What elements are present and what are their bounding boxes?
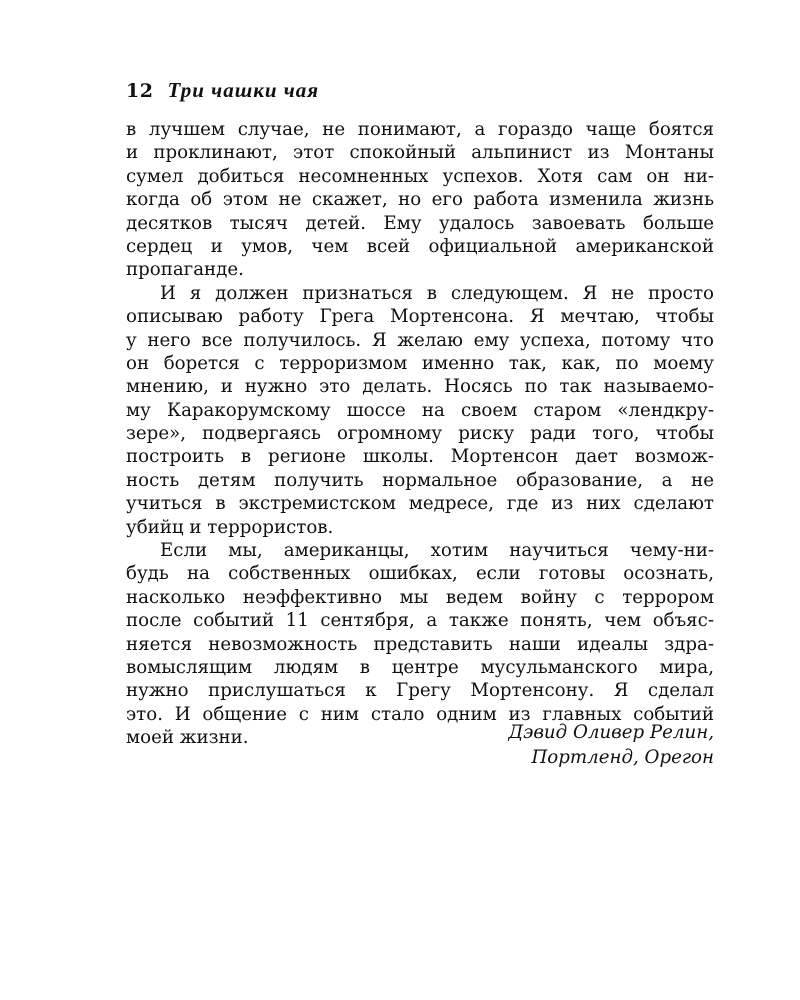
text-line: му Каракорумскому шоссе на своем старом «лендкру-	[126, 399, 714, 421]
text-line: вомыслящим людям в центре мусульманского мира,	[126, 656, 714, 678]
paragraph	[126, 118, 714, 282]
text-line: сердец и умов, чем всей официальной американской	[126, 235, 714, 257]
text-line: после событий 11 сентября, а также понять, чем объяс-	[126, 610, 714, 632]
text-line: сумел добиться несомненных успехов. Хотя сам он ни-	[126, 165, 714, 187]
text-line: когда об этом не скажет, но его работа изменила жизнь	[126, 189, 714, 211]
text-line: моей жизни.	[126, 727, 249, 749]
text-line: описываю работу Грега Мортенсона. Я мечтаю, чтобы	[126, 306, 714, 328]
text-line: няется невозможность представить наши идеалы здра-	[126, 633, 714, 655]
author-signature	[508, 720, 714, 770]
running-header	[126, 78, 319, 103]
text-line: И я должен признаться в следующем. Я не просто	[160, 282, 714, 304]
paragraph	[126, 539, 714, 750]
text-line: ность детям получить нормальное образование, а не	[126, 469, 714, 491]
text-line: и проклинают, этот спокойный альпинист из Монтаны	[126, 142, 714, 164]
text-line: будь на собственных ошибках, если готовы осознать,	[126, 563, 714, 585]
text-line: в лучшем случае, не понимают, а гораздо чаще боятся	[126, 119, 714, 140]
author-location: Портленд, Орегон	[531, 747, 714, 768]
paragraph	[126, 282, 714, 539]
text-line: Если мы, американцы, хотим научиться чему-ни-	[160, 540, 714, 562]
text-line: убийц и террористов.	[126, 516, 334, 538]
author-name: Дэвид Оливер Релин,	[508, 722, 714, 743]
text-line: зере», подвергаясь огромному риску ради того, чтобы	[126, 423, 714, 445]
text-line: учиться в экстремистском медресе, где из них сделают	[126, 493, 714, 515]
text-line: десятков тысяч детей. Ему удалось завоевать больше	[126, 212, 714, 234]
text-line: насколько неэффективно мы ведем войну с террором	[126, 586, 714, 608]
text-line: у него все получилось. Я желаю ему успеха, потому что	[126, 329, 714, 351]
text-line: нужно прислушаться к Грегу Мортенсону. Я сделал	[126, 680, 714, 702]
body-text	[126, 118, 714, 750]
text-line: он борется с терроризмом именно так, как, по моему	[126, 352, 714, 374]
text-line: мнению, и нужно это делать. Носясь по так называемо-	[126, 376, 714, 398]
text-line: это. И общение с ним стало одним из главных событий	[126, 703, 714, 725]
text-line: построить в регионе школы. Мортенсон дает возмож-	[126, 446, 714, 468]
text-line: пропаганде.	[126, 259, 244, 281]
page-number: 12	[126, 80, 154, 102]
running-title: Три чашки чая	[167, 78, 320, 102]
